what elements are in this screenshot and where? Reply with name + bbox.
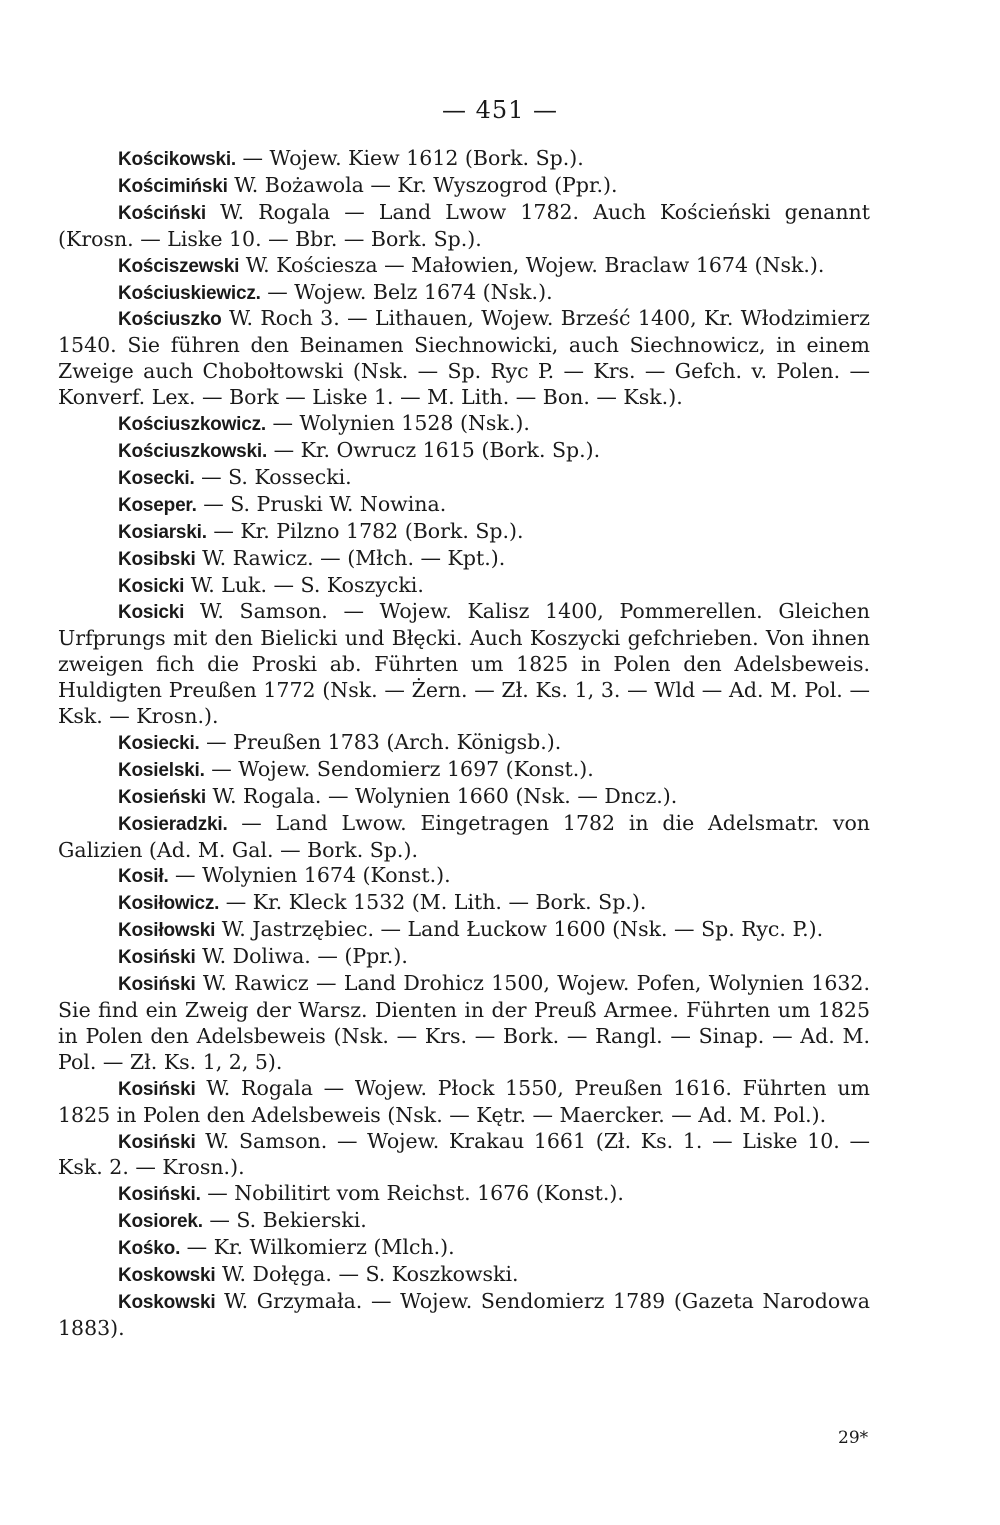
entry-headword: Kosił. xyxy=(118,866,169,888)
dictionary-entry xyxy=(58,546,870,573)
entry-headword: Kościński xyxy=(118,202,206,224)
entry-headword: Kosiarski. xyxy=(118,521,207,543)
dictionary-entry xyxy=(58,146,870,173)
entry-text: — Kr. Wilkomierz (Mlch.). xyxy=(180,1235,455,1260)
entry-text: W. Samson. — Wojew. Kalisz 1400, Pommerellen. Gleichen Urfprungs mit den Bielicki und Błęcki. Auch Koszycki gefchrieben. Von ihnen zweigen fich die Proski ab. Führten um 1825 in Polen den Adelsbeweis. Huldigten Preußen 1772 (Nsk. — Żern. — Zł. Ks. 1, 3. — Wld — Ad. M. Pol. — Ksk. — Krosn.). xyxy=(58,599,870,729)
dictionary-entry xyxy=(58,411,870,438)
dictionary-entry xyxy=(58,599,870,730)
entry-headword: Kosicki xyxy=(118,575,185,597)
entry-headword: Koseper. xyxy=(118,494,197,516)
entry-text: W. Samson. — Wojew. Krakau 1661 (Zł. Ks. 1. — Liske 10. — Ksk. 2. — Krosn.). xyxy=(58,1128,870,1180)
dictionary-entry xyxy=(58,306,870,411)
entry-headword: Kosieński xyxy=(118,786,206,808)
printer-signature: 29* xyxy=(838,1428,869,1448)
entry-headword: Kościuszkowicz. xyxy=(118,414,266,436)
dictionary-entry xyxy=(58,1076,870,1129)
dictionary-entry xyxy=(58,1262,870,1289)
entry-text: — Nobilitirt vom Reichst. 1676 (Konst.). xyxy=(200,1181,624,1206)
dictionary-entry xyxy=(58,811,870,864)
entry-headword: Kosiński. xyxy=(118,1184,201,1206)
dictionary-entry xyxy=(58,573,870,600)
dictionary-entry xyxy=(58,917,870,944)
entry-headword: Kościkowski. xyxy=(118,149,236,170)
entry-headword: Kościszewski xyxy=(118,255,240,277)
dictionary-entry xyxy=(58,1181,870,1208)
dictionary-entry xyxy=(58,1208,870,1235)
entry-text: W. Rogala — Land Lwow 1782. Auch Kościeński genannt (Krosn. — Liske 10. — Bbr. — Bork. Sp.). xyxy=(58,199,870,251)
entry-headword: Koskowski xyxy=(118,1291,216,1313)
entry-headword: Kosibski xyxy=(118,548,196,570)
entry-text: W. Rogala — Wojew. Płock 1550, Preußen 1616. Führten um 1825 in Polen den Adelsbeweis (Nsk. — Kętr. — Maercker. — Ad. M. Pol.). xyxy=(58,1075,870,1127)
entry-text: — S. Bekierski. xyxy=(202,1208,367,1233)
entry-text: — Wojew. Kiew 1612 (Bork. Sp.). xyxy=(235,146,584,170)
entry-text: — Kr. Owrucz 1615 (Bork. Sp.). xyxy=(267,437,601,462)
entry-text: W. Bożawola — Kr. Wyszogrod (Ppr.). xyxy=(227,172,618,197)
dictionary-entry xyxy=(58,253,870,280)
entry-text: — Wolynien 1528 (Nsk.). xyxy=(266,411,530,436)
entry-headword: Kosieradzki. xyxy=(118,813,228,835)
entry-text: W. Luk. — S. Koszycki. xyxy=(184,572,424,597)
entry-text: W. Rogala. — Wolynien 1660 (Nsk. — Dncz.). xyxy=(205,783,678,808)
entry-text: — Wojew. Belz 1674 (Nsk.). xyxy=(260,279,553,304)
dictionary-entry xyxy=(58,944,870,971)
dictionary-entry xyxy=(58,784,870,811)
entry-headword: Kosiecki. xyxy=(118,732,200,754)
dictionary-entry xyxy=(58,1129,870,1182)
entry-text: W. Dołęga. — S. Koszkowski. xyxy=(215,1262,519,1287)
dictionary-entry xyxy=(58,890,870,917)
entry-text: W. Rawicz — Land Drohicz 1500, Wojew. Pofen, Wolynien 1632. Sie find ein Zweig der Warsz. Dienten in der Preuß Armee. Führten um 1825 in Polen den Adelsbeweis (Nsk. — Krs. — Bork. — Rangl. — Sinap. — Ad. M. Pol. — Zł. Ks. 1, 2, 5). xyxy=(58,971,870,1074)
entry-headword: Kosiński xyxy=(118,1131,196,1153)
entry-text: — Preußen 1783 (Arch. Königsb.). xyxy=(199,729,562,754)
entry-text: W. Kościesza — Małowien, Wojew. Braclaw 1674 (Nsk.). xyxy=(239,252,825,277)
dictionary-entry xyxy=(58,971,870,1076)
entry-text: — Kr. Kleck 1532 (M. Lith. — Bork. Sp.). xyxy=(219,890,647,915)
entry-text: W. Roch 3. — Lithauen, Wojew. Brześć 1400, Kr. Włodzimierz 1540. Sie führen den Beinamen Siechnowicki, auch Siechnowicz, in einem Zweige auch Chobołtowski (Nsk. — Sp. Ryc P. — Krs. — Gefch. v. Polen. — Konverf. Lex. — Bork — Liske 1. — M. Lith. — Bon. — Ksk.). xyxy=(58,306,870,410)
entry-text: — Kr. Pilzno 1782 (Bork. Sp.). xyxy=(206,518,524,543)
entry-headword: Kościuszko xyxy=(118,309,222,331)
entry-headword: Kościmiński xyxy=(118,175,228,197)
entry-headword: Kośko. xyxy=(118,1238,181,1260)
entry-headword: Kosecki. xyxy=(118,467,195,489)
dictionary-entry xyxy=(58,757,870,784)
entry-headword: Kosiłowicz. xyxy=(118,893,220,915)
entry-headword: Kosiński xyxy=(118,1078,196,1100)
entry-headword: Kosiłowski xyxy=(118,920,216,942)
dictionary-entry xyxy=(58,863,870,890)
entry-text: — Wojew. Sendomierz 1697 (Konst.). xyxy=(204,756,594,781)
entry-headword: Kosiorek. xyxy=(118,1211,203,1233)
entry-text: — Wolynien 1674 (Konst.). xyxy=(168,863,451,888)
dictionary-entry xyxy=(58,730,870,757)
entry-headword: Kosicki xyxy=(118,602,185,624)
entry-headword: Kosielski. xyxy=(118,759,205,781)
dictionary-entry xyxy=(58,173,870,200)
entry-headword: Kosiński xyxy=(118,947,196,969)
dictionary-entry xyxy=(58,1235,870,1262)
entry-text: W. Rawicz. — (Młch. — Kpt.). xyxy=(195,545,506,570)
dictionary-entry xyxy=(58,519,870,546)
dictionary-entry xyxy=(58,492,870,519)
dictionary-entry xyxy=(58,1289,870,1342)
dictionary-entry xyxy=(58,200,870,253)
page-number: — 451 — xyxy=(441,96,559,124)
entry-text: — S. Pruski W. Nowina. xyxy=(196,491,447,516)
dictionary-entry xyxy=(58,280,870,307)
entry-text: W. Jastrzębiec. — Land Łuckow 1600 (Nsk. — Sp. Ryc. P.). xyxy=(215,917,824,942)
entry-text: — S. Kossecki. xyxy=(194,464,352,489)
entry-headword: Koskowski xyxy=(118,1265,216,1287)
dictionary-entry xyxy=(58,438,870,465)
entry-headword: Kościuskiewicz. xyxy=(118,282,261,304)
dictionary-entry xyxy=(58,465,870,492)
entry-headword: Kosiński xyxy=(118,974,196,996)
entry-text: — Land Lwow. Eingetragen 1782 in die Adelsmatr. von Galizien (Ad. M. Gal. — Bork. Sp.). xyxy=(58,810,870,862)
entry-text: W. Doliwa. — (Ppr.). xyxy=(195,944,408,969)
entry-list xyxy=(58,146,870,1342)
entry-headword: Kościuszkowski. xyxy=(118,440,268,462)
entry-text: W. Grzymała. — Wojew. Sendomierz 1789 (Gazeta Narodowa 1883). xyxy=(58,1288,870,1340)
